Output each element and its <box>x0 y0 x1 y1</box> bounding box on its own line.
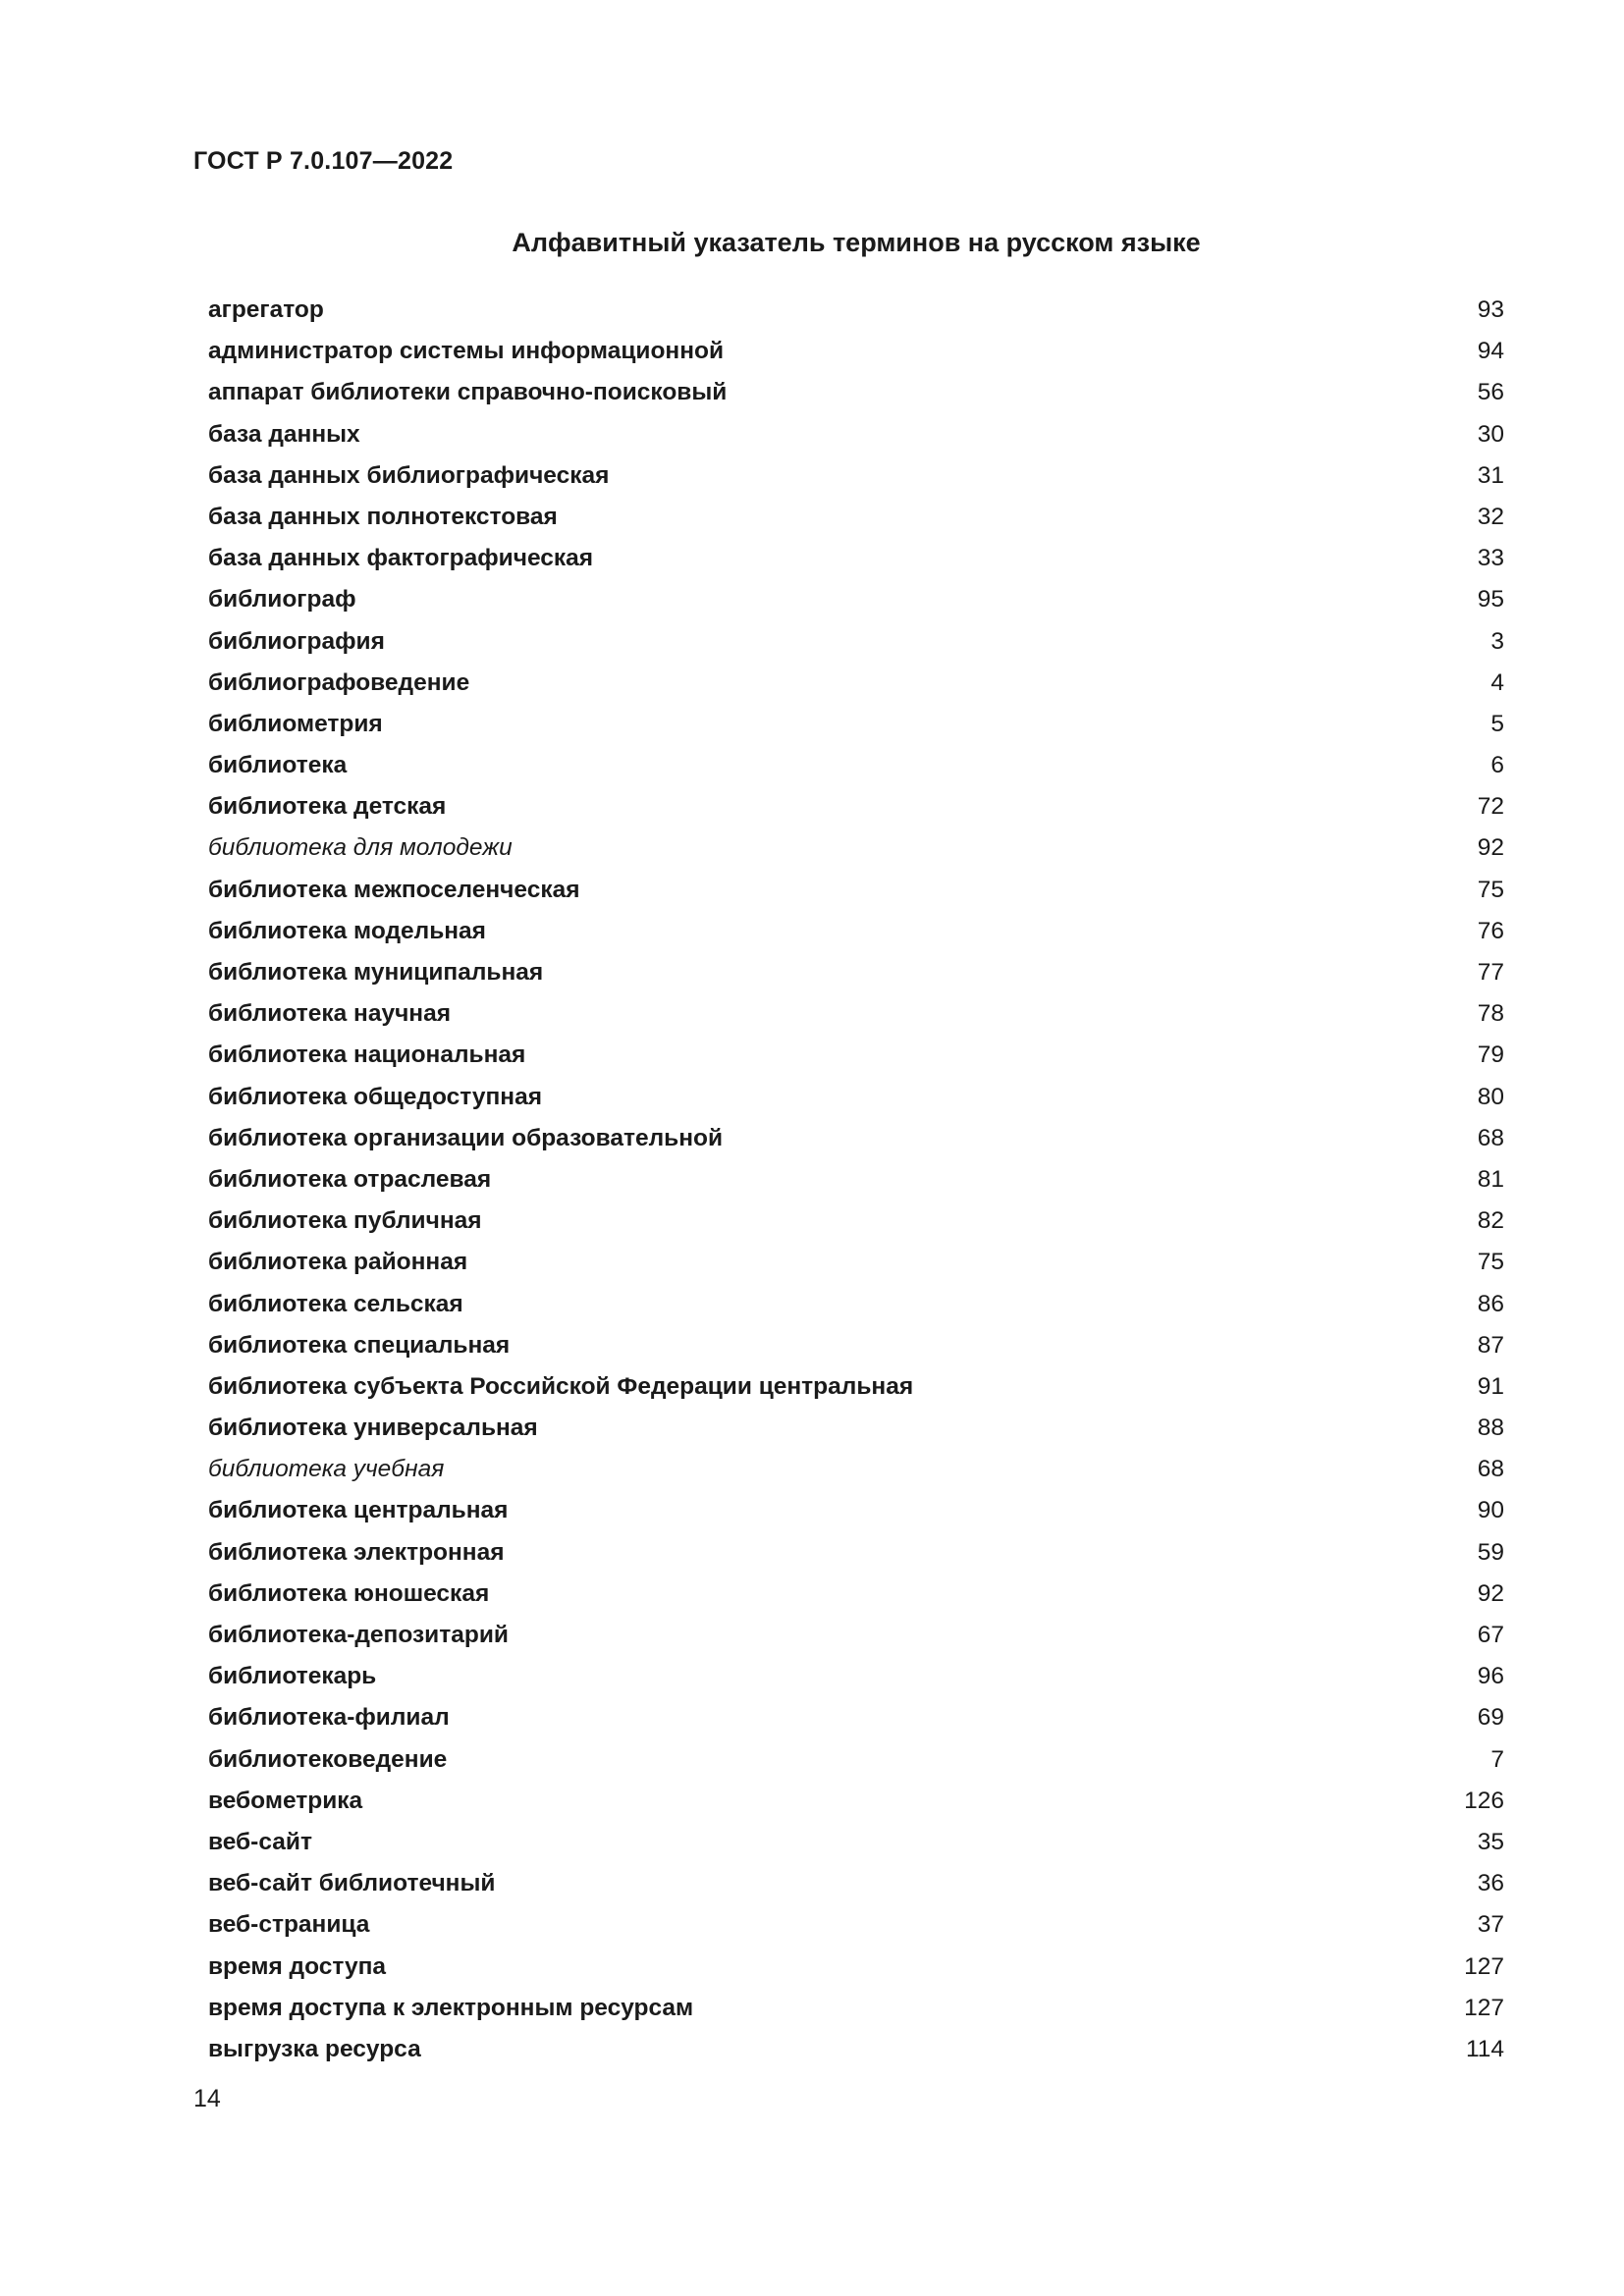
index-term-number: 77 <box>1477 959 1504 986</box>
index-term-number: 81 <box>1477 1165 1504 1193</box>
index-term: администратор системы информационной <box>208 338 725 365</box>
index-term: библиотека для молодежи <box>208 834 513 862</box>
index-term: библиотека модельная <box>208 917 486 944</box>
index-entry <box>208 1823 1504 1864</box>
index-term: библиотека общедоступная <box>208 1083 542 1110</box>
index-term: веб-сайт библиотечный <box>208 1870 496 1897</box>
index-entry <box>208 1948 1504 1989</box>
index-entry <box>208 787 1504 828</box>
index-term: библиотека отраслевая <box>208 1165 492 1193</box>
index-term: библиотека районная <box>208 1249 468 1276</box>
index-term: аппарат библиотеки справочно-поисковый <box>208 379 728 406</box>
index-entry <box>208 994 1504 1036</box>
index-term-number: 88 <box>1477 1415 1504 1442</box>
index-term: библиография <box>208 627 385 655</box>
index-term: база данных фактографическая <box>208 545 594 572</box>
index-entry <box>208 705 1504 746</box>
index-entry <box>208 1864 1504 1905</box>
index-entry <box>208 1782 1504 1823</box>
index-term: библиотека межпоселенческая <box>208 876 580 903</box>
index-term-number: 79 <box>1477 1041 1504 1069</box>
index-entry <box>208 1989 1504 2030</box>
index-entry <box>208 1657 1504 1698</box>
index-term: библиотека сельская <box>208 1290 463 1317</box>
index-term-number: 86 <box>1477 1290 1504 1317</box>
index-term: библиотека электронная <box>208 1538 505 1566</box>
page-number: 14 <box>193 2085 221 2112</box>
index-term-number: 78 <box>1477 1000 1504 1028</box>
index-entry <box>208 2030 1504 2071</box>
index-term-number: 87 <box>1477 1331 1504 1359</box>
index-term-number: 76 <box>1477 917 1504 944</box>
index-term: библиотека центральная <box>208 1497 509 1524</box>
index-term-number: 59 <box>1477 1538 1504 1566</box>
index-term: библиотека <box>208 752 348 779</box>
index-term: библиотека юношеская <box>208 1579 490 1607</box>
index-term-number: 126 <box>1464 1787 1504 1814</box>
index-term: библиотека-депозитарий <box>208 1622 509 1648</box>
index-term-number: 31 <box>1477 461 1504 489</box>
index-term: база данных полнотекстовая <box>208 503 558 530</box>
index-term-number: 7 <box>1490 1745 1504 1773</box>
index-term-number: 37 <box>1477 1911 1504 1939</box>
index-term-number: 93 <box>1477 296 1504 323</box>
index-entry <box>208 498 1504 539</box>
index-term: база данных библиографическая <box>208 461 610 489</box>
index-term-number: 72 <box>1477 793 1504 821</box>
index-entry <box>208 580 1504 621</box>
index-entry <box>208 1616 1504 1657</box>
index-term: библиотека субъекта Российской Федерации центральная <box>208 1372 914 1400</box>
index-entry <box>208 664 1504 705</box>
index-term: библиотека организации образовательной <box>208 1124 724 1151</box>
index-entry <box>208 1285 1504 1326</box>
index-term-number: 90 <box>1477 1497 1504 1524</box>
index-term-number: 36 <box>1477 1870 1504 1897</box>
index-term: библиотекарь <box>208 1663 377 1690</box>
index-entry <box>208 1698 1504 1739</box>
index-entry <box>208 539 1504 580</box>
index-term: веб-страница <box>208 1911 370 1939</box>
index-term-number: 3 <box>1490 627 1504 655</box>
index-entry <box>208 746 1504 787</box>
index-term-number: 56 <box>1477 379 1504 406</box>
index-term-number: 35 <box>1477 1828 1504 1855</box>
index-term-number: 75 <box>1477 1249 1504 1276</box>
index-term-number: 127 <box>1464 1952 1504 1980</box>
index-entry <box>208 1326 1504 1367</box>
index-entry <box>208 1575 1504 1616</box>
index-term: агрегатор <box>208 296 324 323</box>
index-entry <box>208 332 1504 373</box>
index-term: библиотековедение <box>208 1745 448 1773</box>
index-term: библиотека детская <box>208 793 447 821</box>
index-term: библиотека научная <box>208 1000 452 1028</box>
index-term-number: 4 <box>1490 668 1504 696</box>
index-term: веб-сайт <box>208 1828 312 1855</box>
document-header: ГОСТ Р 7.0.107—2022 <box>193 147 454 175</box>
index-entry <box>208 1119 1504 1160</box>
index-term: время доступа <box>208 1952 387 1980</box>
index-term-number: 92 <box>1477 834 1504 862</box>
index-term: библиограф <box>208 586 356 614</box>
index-entry <box>208 291 1504 332</box>
index-entry <box>208 456 1504 498</box>
index-term: выгрузка ресурса <box>208 2035 421 2062</box>
index-entry <box>208 373 1504 414</box>
index-entry <box>208 912 1504 953</box>
index-term: библиотека универсальная <box>208 1415 538 1442</box>
index-term: библиотека публичная <box>208 1207 482 1235</box>
index-term: вебометрика <box>208 1787 363 1814</box>
index-term: библиотека-филиал <box>208 1704 450 1732</box>
index-term: библиотека учебная <box>208 1456 445 1483</box>
index-entry <box>208 1905 1504 1947</box>
index-entry <box>208 1740 1504 1782</box>
index-term-number: 91 <box>1477 1372 1504 1400</box>
index-entry <box>208 1078 1504 1119</box>
index-term-number: 30 <box>1477 420 1504 448</box>
index-entry <box>208 871 1504 912</box>
index-entry <box>208 1367 1504 1409</box>
index-entry <box>208 415 1504 456</box>
index-entry <box>208 1160 1504 1201</box>
index-term-number: 33 <box>1477 545 1504 572</box>
index-term-number: 92 <box>1477 1579 1504 1607</box>
index-term-number: 95 <box>1477 586 1504 614</box>
index-entry <box>208 1243 1504 1284</box>
index-entry <box>208 1491 1504 1532</box>
index-term-number: 82 <box>1477 1207 1504 1235</box>
index-term: библиографоведение <box>208 668 470 696</box>
index-entry <box>208 1036 1504 1077</box>
index-term: библиотека специальная <box>208 1331 511 1359</box>
index-term-number: 75 <box>1477 876 1504 903</box>
index-entry <box>208 1201 1504 1243</box>
index-term-number: 114 <box>1465 2035 1504 2062</box>
index-title: Алфавитный указатель терминов на русском языке <box>512 228 1201 257</box>
index-term-number: 80 <box>1477 1083 1504 1110</box>
index-entry <box>208 1533 1504 1575</box>
index-term: библиотека муниципальная <box>208 959 544 986</box>
index-term-number: 94 <box>1477 338 1504 365</box>
index-entry <box>208 622 1504 664</box>
index-term-number: 127 <box>1464 1994 1504 2021</box>
index-entry <box>208 1450 1504 1491</box>
index-entry <box>208 828 1504 870</box>
index-term-number: 69 <box>1477 1704 1504 1732</box>
index-term-number: 5 <box>1490 710 1504 737</box>
index-term-number: 68 <box>1477 1456 1504 1483</box>
index-entry <box>208 953 1504 994</box>
index-entry <box>208 1409 1504 1450</box>
index-term: время доступа к электронным ресурсам <box>208 1994 694 2021</box>
index-term: библиотека национальная <box>208 1041 526 1069</box>
index-term-number: 96 <box>1477 1663 1504 1690</box>
index-term-number: 68 <box>1477 1124 1504 1151</box>
index-term-number: 67 <box>1477 1622 1504 1648</box>
index-term-number: 32 <box>1477 503 1504 530</box>
index-term-number: 6 <box>1490 752 1504 779</box>
term-index-list <box>208 291 1504 2071</box>
index-term: база данных <box>208 420 360 448</box>
index-term: библиометрия <box>208 710 383 737</box>
